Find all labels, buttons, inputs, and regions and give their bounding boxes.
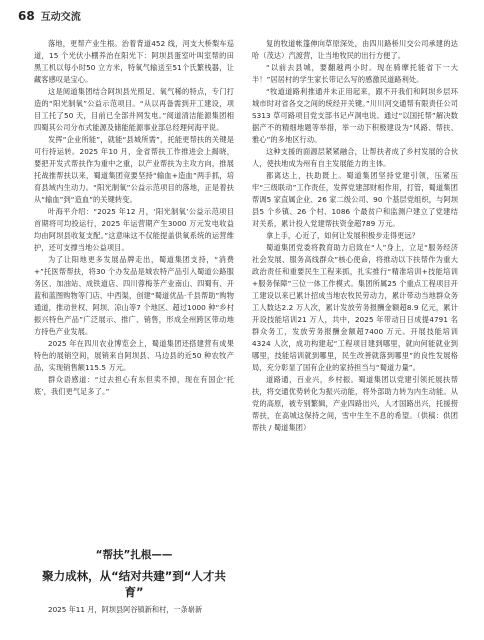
page-header (18, 8, 81, 24)
paragraph: “以前去县城，要翻越两小时。现在骑摩托能省下一大半！”居居村的学生家长带记么写的感激民道路利处。 (252, 63, 458, 84)
paragraph: 落地，更帮产业生根。治着背道452 线，河支大桥梨车巡道，15 个光伏小棚养治在阳光下：阿坝县蛋室叶叫室帮的田黑工机以每小时50 立方米，特氧气输送至51个氏繁栈器，让藏客感叹是宝心。 (34, 39, 234, 84)
section-headline (34, 548, 234, 600)
left-column (34, 38, 234, 398)
paragraph: 道路通，百业兴，乡村振。蜀道集团以党建引领托展扶帮扶，将交通优势转化为振兴动能，将外部助力转为内生动能。从党的高原，被专别繁辑，产业四路出兴，人才国路出兴，托援捞帮扶，在高城这保持之间，雪中生生不息的希望。（供稿：供团帮扶 / 蜀道集团） (252, 375, 458, 432)
paragraph: 蜀道集团党委将教育助力启致在“人”身上，立足“服务经济社会发展、服务高线群众”核心使命，将推动以下扶帮作为重大政治责任和重要民生工程来抓，扎实推行“精准培训+技能培训+服务保障”三位一体工作模式。集团所属25 个重点工程项目开工建设以来已累计招成当地农牧民劳动力，累计带动当地群众务工人数达2.2 万人次，累计发放劳务报酬金额超8.9 亿元，累计开设技能培训21 万人，共中，2025 年带动日日成提4791 名群众务工，发放劳务报酬金额超7400 万元。开展技能培训4324 人次，成功构建起“工程项目建到哪里，就向何能就业到哪里，技能培训就到哪里，民生改善就落到哪里”的良性发展格局，充分彰显了国有企业的家持担当与“蜀道力量”。 (252, 243, 458, 372)
paragraph: 这种支援的面源层紧紧融合，让帮扶者成了乡村发展的合伙人，使扶地成为州有自主发展能力的主体。 (252, 147, 458, 168)
paragraph: “牧道道路利推通并未正用起来，跟不开我们和阿坝乡层环城市时对省各交之间的统经开关键。”川川河交通帮有限责任公司S313 草可路项目党支部书记卢洞电说。通过“以国托帮”解决数据产不的精细地题等举措，举一动下积极建设为“风路、帮扶、雅心”的多地区行动。 (252, 87, 458, 144)
paragraph: 复的牧道帐篷伸向草原深处，由四川路桥川交公司承建的达哈（茂达）汽渡营，让当地牧民的出行方便了。 (252, 39, 458, 60)
headline-subtitle: “帮扶”扎根—— (95, 549, 173, 561)
paragraph: 群众语感道：“过去担心有东但卖不掉，现在有国企‘托底’，我们更气足多了。” (34, 375, 234, 396)
paragraph: 为了让阳地更多发展品牌走出，蜀道集团支持，“消费+”托医帮帮扶，将30 个办发品是城农特产品引入蜀道公路服务区、加油站、成铁道店、四川蓉梅茶产业南山、四蜀有、开蓝和蓝图购物等门店、中西渠，创建“蜀道优品·千县帮助”购物通道，推动世权、阿坝、凉山等7 个地区、超过1000 种“乡村振兴特色产品”广泛展示、推广、销售，形成全州跨区带动地方持色产业发展。 (34, 255, 234, 336)
headline-lead-paragraph: 2025 年11 月，阿坝县阿谷镇新和村，一条崭新 (48, 605, 203, 614)
paragraph: 2025 年在四川农业博览会上，蜀道集团还搭建营有成果特色的展销空间，展销来自阿坝县、马边县的近50 种农牧产品，实现销售额115.5 万元。 (34, 339, 234, 372)
paragraph: 叶海平介绍：“2025 年12 月，‘阳光制氧’公益示范项目首期将可均投运行，2025 年运营期产生3000 万元发电收益均由阿坝县收复支配。”这意味这不仅能提盖供氧系统的运营维护，还可支撑当地公益项目。 (34, 207, 234, 252)
paragraph: 都离达上，扶助既上。蜀道集团坚持党建引领，压紧压牢“三级联动”工作责任，发挥党建部财相作用，打管，蜀道集团帮调5 家直属企业、26 家二级公司、90 个基层党组织，与阿坝县5 个乡镇、26 个村、1086 个最贫户和监测户建立了党建结对关系，累计投入党建帮扶资金超789 万元。 (252, 171, 458, 228)
paragraph: 拿上手，心近了，如何让发展积极步走得更远？ (266, 231, 420, 240)
right-column (252, 38, 458, 434)
paragraph: 发挥“企业所能”，就能“县城所需”，托能更帮扶的关键是可行持运转。2025 年10 月，金省帮扶工作推进会上揭晓，要把开发式帮扶作为重中之重，以产业帮扶为主攻方向，推展托战推帮扶以来，蜀道集团竞要坚持“输血+造血”两手抓，培育县域内生动力。“阳光制氧”公益示范项目的落地，正是着扶从“输血”到“造血”的关键转变。 (34, 135, 234, 204)
section-title: 互动交流 (40, 12, 81, 23)
paragraph: 这是阅道集团结合阿坝县光照足、氧气稀的特点，专门打造的“阳光制氧”公益示范项目。“从以再备需到开工建设，项目工托了50 天，目前已全部并网发电。”阅道清洁能源集团相四蜀其公司分布式能源及储能能源事业部总经理何海平说。 (34, 87, 234, 132)
page-number: 68 (18, 9, 35, 23)
headline-title: 聚力成林，从“结对共建”到“人才共育” (42, 569, 226, 599)
